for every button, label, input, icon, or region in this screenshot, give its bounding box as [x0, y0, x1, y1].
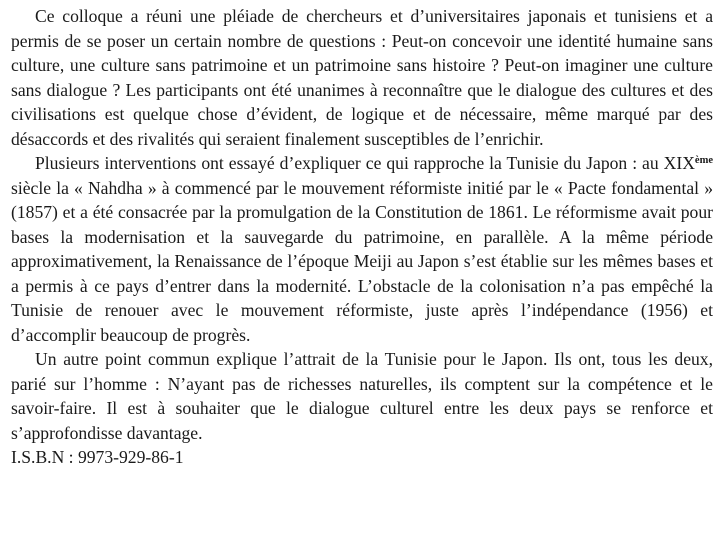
paragraph-colloque: Ce colloque a réuni une pléiade de chercheurs et d’universitaires japonais et tunisiens et a permis de se poser un certain nombre de questions : Peut-on concevoir une identité humaine sans culture, une culture sans patrimoine et un patrimoine sans histoire ? Peut-on imaginer une culture sans dialogue ? Les participants ont été unanimes à reconnaître que le dialogue des cultures et des civilisations est quelque chose d’évident, de logique et de nécessaire, même marqué par des désaccords et des rivalités qui seraient finalement susceptibles de l’enrichir. [11, 6, 713, 149]
century-ordinal-superscript: ème [694, 155, 713, 166]
paragraph-rapprochement [11, 151, 713, 347]
paragraph-point-commun: Un autre point commun explique l’attrait de la Tunisie pour le Japon. Ils ont, tous les deux, parié sur l’homme : N’ayant pas de richesses naturelles, ils comptent sur la compétence et le savoir-faire. Il est à souhaiter que le dialogue culturel entre les deux pays se renforce et s’approfondisse davantage. [11, 349, 713, 443]
document-body [11, 4, 713, 470]
isbn-line: I.S.B.N : 9973-929-86-1 [11, 447, 184, 467]
paragraph-rapprochement-start: Plusieurs interventions ont essayé d’expliquer ce qui rapproche la Tunisie du Japon : au XIX [35, 153, 695, 173]
paragraph-rapprochement-end: siècle la « Nahdha » à commencé par le mouvement réformiste initié par le « Pacte fondamental » (1857) et a été consacrée par la promulgation de la Constitution de 1861. Le réformisme avait pour bases la modernisation et la sauvegarde du patrimoine, en parallèle. A la même période approximativement, la Renaissance de l’époque Meiji au Japon s’est établie sur les mêmes bases et a permis à ce pays d’entrer dans la modernité. L’obstacle de la colonisation n’a pas empêché la Tunisie de renouer avec le mouvement réformiste, juste après l’indépendance (1956) et d’accomplir beaucoup de progrès. [11, 177, 713, 345]
